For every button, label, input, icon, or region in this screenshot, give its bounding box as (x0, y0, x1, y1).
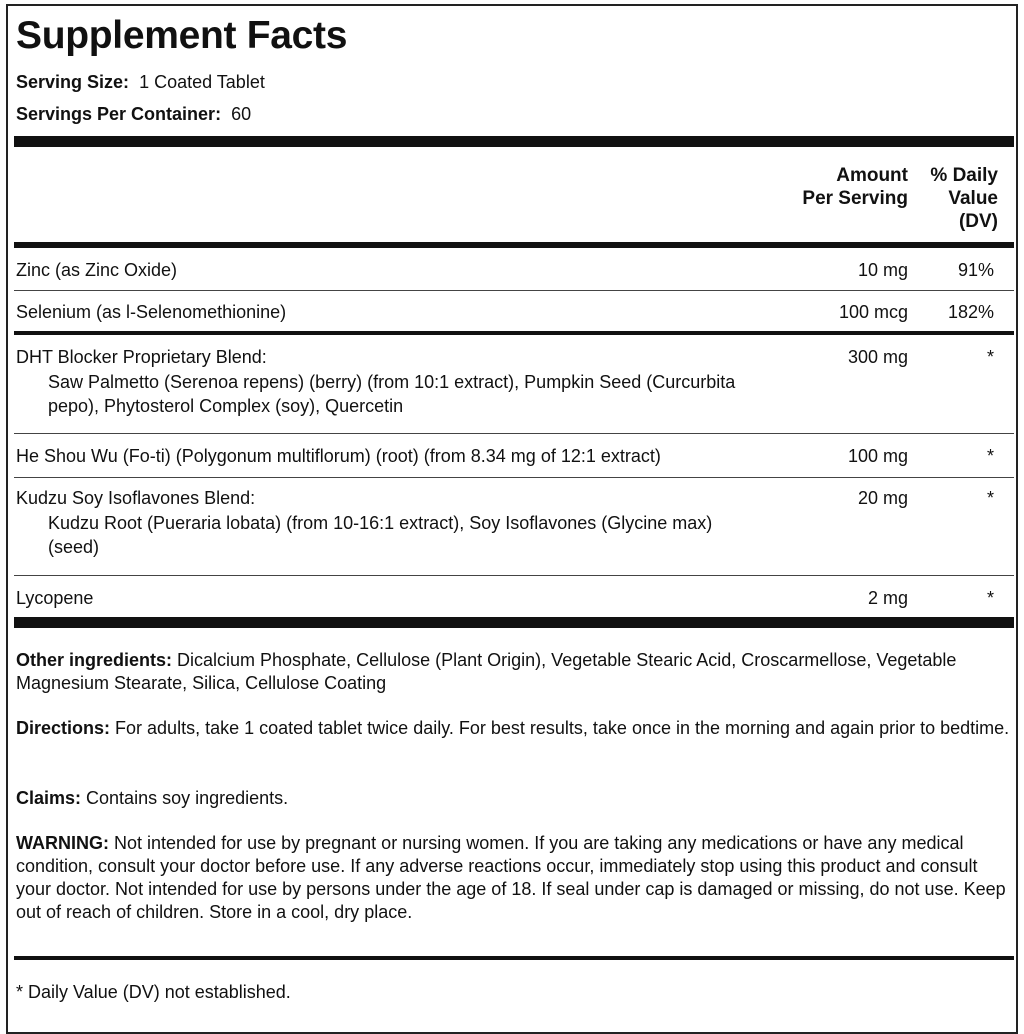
nutrient-dv: * (986, 488, 994, 508)
warning-label: WARNING: (16, 833, 109, 853)
thick-divider-dv (14, 331, 1014, 335)
nutrient-amount: 100 mg (847, 446, 908, 466)
amount-header-line1: Amount (836, 165, 908, 186)
blend-ingredients: Saw Palmetto (Serenoa repens) (berry) (from 10:1 extract), Pumpkin Seed (Curcurbita pepo), Phytosterol Complex (soy), Quercetin (48, 372, 736, 416)
nutrient-amount: 300 mg (847, 347, 908, 367)
amount-header-line2: Per Serving (802, 188, 908, 209)
amount-column-header (802, 164, 908, 210)
row-divider (14, 477, 1014, 478)
serving-size (16, 72, 265, 93)
dv-header-line3: (DV) (958, 211, 998, 232)
nutrient-name: Zinc (as Zinc Oxide) (16, 260, 178, 280)
nutrient-amount: 20 mg (857, 488, 908, 508)
footnote: * Daily Value (DV) not established. (16, 982, 291, 1002)
nutrient-amount: 100 mcg (838, 302, 908, 322)
row-divider (14, 290, 1014, 291)
nutrient-dv: * (986, 446, 994, 466)
label-title: Supplement Facts (16, 14, 348, 57)
other-ingredients-text: Dicalcium Phosphate, Cellulose (Plant Origin), Vegetable Stearic Acid, Croscarmellose, Vegetable Magnesium Stearate, Silica, Cellulose Coating (16, 650, 957, 693)
row-divider (14, 575, 1014, 576)
nutrient-dv: 182% (947, 302, 994, 322)
directions-text: For adults, take 1 coated tablet twice daily. For best results, take once in the morning and again prior to bedtime. (110, 718, 1010, 738)
directions-label: Directions: (16, 718, 111, 738)
blend-name: Kudzu Soy Isoflavones Blend: (16, 488, 256, 508)
serving-size-value: 1 Coated Tablet (139, 72, 265, 92)
thick-divider-top (14, 136, 1014, 147)
dv-header-line2: Value (948, 188, 998, 209)
nutrient-amount: 10 mg (857, 260, 908, 280)
nutrient-dv: * (986, 347, 994, 367)
other-ingredients-label: Other ingredients: (16, 650, 173, 670)
claims-label: Claims: (16, 788, 82, 808)
nutrient-name: He Shou Wu (Fo-ti) (Polygonum multiflorum) (root) (from 8.34 mg of 12:1 extract) (16, 446, 661, 466)
servings-per-container-value: 60 (231, 104, 252, 124)
warning (16, 832, 1011, 924)
claims-text: Contains soy ingredients. (81, 788, 289, 808)
nutrient-dv: 91% (957, 260, 994, 280)
warning-text: Not intended for use by pregnant or nursing women. If you are taking any medications or have any medical condition, consult your doctor before use. If any adverse reactions occur, immediately stop using this product and consult your doctor. Not intended for use by persons under the age of 18. If seal under cap is damaged or missing, do not use. Keep out of reach of children. Store in a cool, dry place. (16, 833, 1006, 922)
serving-size-label: Serving Size: (16, 72, 130, 92)
nutrient-dv: * (986, 588, 994, 608)
dv-column-header (930, 164, 998, 233)
servings-per-container (16, 104, 251, 125)
servings-per-container-label: Servings Per Container: (16, 104, 222, 124)
blend-ingredients: Kudzu Root (Pueraria lobata) (from 10-16:1 extract), Soy Isoflavones (Glycine max) (seed) (48, 513, 713, 557)
blend-name: DHT Blocker Proprietary Blend: (16, 347, 267, 367)
other-ingredients (16, 649, 1011, 695)
directions (16, 717, 1011, 740)
nutrient-name: Selenium (as l-Selenomethionine) (16, 302, 287, 322)
footnote-divider (14, 956, 1014, 960)
nutrient-name: Lycopene (16, 588, 94, 608)
nutrient-amount: 2 mg (867, 588, 908, 608)
row-divider (14, 433, 1014, 434)
thick-divider-header (14, 242, 1014, 248)
dv-header-line1: % Daily (930, 165, 998, 186)
claims (16, 787, 1011, 810)
thick-divider-bottom (14, 617, 1014, 628)
